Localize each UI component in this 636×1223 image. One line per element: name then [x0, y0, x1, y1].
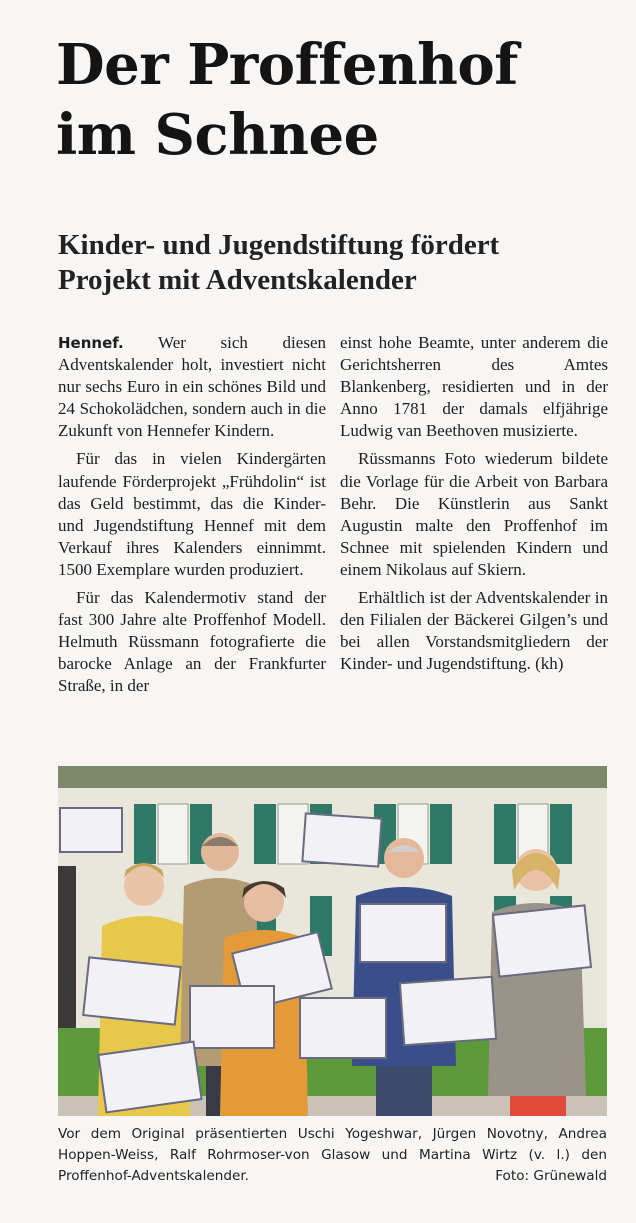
article-column-left	[58, 332, 326, 698]
paragraph-1	[58, 332, 326, 442]
headline-line-2: im Schnee	[56, 102, 379, 168]
photo-caption	[58, 1124, 607, 1187]
paragraph-6: Erhältlich ist der Adventskalender in den Filialen der Bäckerei Gilgen’s und bei allen Vorstandsmitgliedern der Kinder- und Jugendstiftung. (kh)	[340, 588, 608, 674]
article-column-right	[340, 332, 608, 675]
paragraph-4: einst hohe Beamte, unter anderem die Gerichtsherren des Amtes Blankenberg, residierten und in der Anno 1781 der damals elfjährige Ludwig van Beethoven musizierte.	[340, 333, 608, 441]
subheadline	[58, 228, 618, 298]
subheadline-line-1: Kinder- und Jugendstiftung fördert	[58, 229, 500, 261]
headline-line-1: Der Proffenhof	[56, 32, 518, 98]
dateline: Hennef.	[58, 334, 124, 352]
paragraph-5: Rüssmanns Foto wiederum bildete die Vorlage für die Arbeit von Barbara Behr. Die Künstlerin aus Sankt Augustin malte den Proffenhof im Schnee mit spielenden Kindern und einem Nikolaus auf Skiern.	[340, 449, 608, 579]
article-photo	[58, 766, 607, 1116]
headline	[56, 30, 616, 170]
subheadline-line-2: Projekt mit Adventskalender	[58, 264, 417, 296]
paragraph-3: Für das Kalendermotiv stand der fast 300 Jahre alte Proffenhof Modell. Helmuth Rüssmann fotografierte die barocke Anlage an der Frankfurter Straße, in der	[58, 588, 326, 696]
photo-credit: Foto: Grünewald	[495, 1168, 607, 1184]
paragraph-1-text: Wer sich diesen Adventskalender holt, investiert nicht nur sechs Euro in ein schönes Bild und 24 Schokolädchen, sondern auch in die Zukunft von Hennefer Kindern.	[58, 333, 326, 441]
caption-text: Vor dem Original präsentierten Uschi Yogeshwar, Jürgen Novotny, Andrea Hoppen-Weiss, Ralf Rohrmoser-von Glasow und Martina Wirtz (v. l.) den Proffenhof-Adventskalender.	[58, 1126, 607, 1184]
group-photo-illustration	[58, 766, 607, 1116]
paragraph-2: Für das in vielen Kindergärten laufende Förderprojekt „Frühdolin“ ist das Geld bestimmt, das die Kinder- und Jugendstiftung Hennef mit dem Verkauf ihres Kalenders einnimmt. 1500 Exemplare wurden produziert.	[58, 449, 326, 579]
